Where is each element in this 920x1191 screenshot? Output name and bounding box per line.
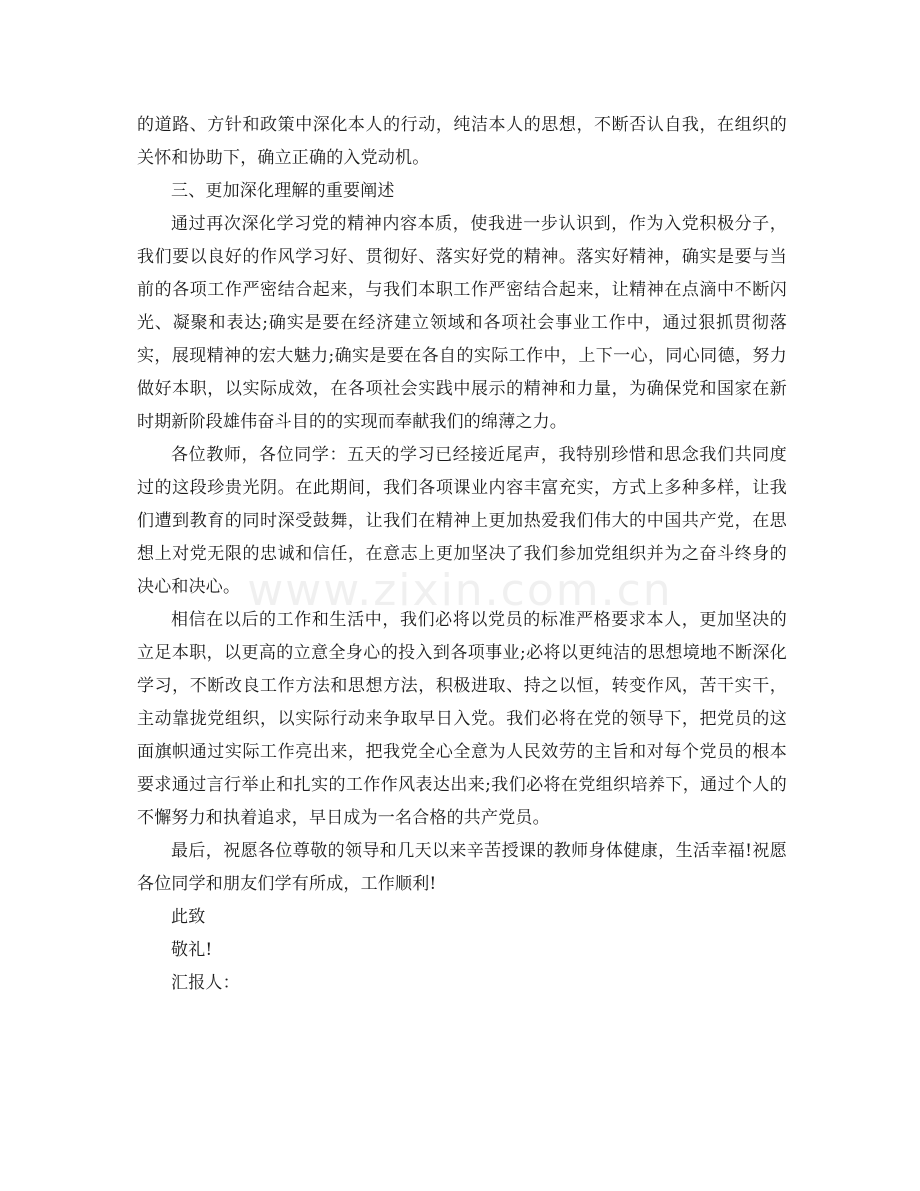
paragraph-continuation: 的道路、方针和政策中深化本人的行动，纯洁本人的思想，不断否认自我，在组织的关怀和协助下，确立正确的入党动机。 bbox=[137, 115, 787, 168]
paragraph-wishes: 最后，祝愿各位尊敬的领导和几天以来辛苦授课的教师身体健康，生活幸福!祝愿各位同学和朋友们学有所成，工作顺利! bbox=[137, 841, 787, 894]
section-heading: 三、更加深化理解的重要阐述 bbox=[171, 181, 395, 201]
document-body bbox=[137, 109, 787, 1000]
reporter-label: 汇报人： bbox=[171, 973, 240, 993]
paragraph-commitment: 相信在以后的工作和生活中，我们必将以党员的标准严格要求本人，更加坚决的立足本职，以更高的立意全身心的投入到各项事业;必将以更纯洁的思想境地不断深化学习，不断改良工作方法和思想方法，积极进取、持之以恒，转变作风，苦干实干，主动靠拢党组织，以实际行动来争取早日入党。我们必将在党的领导下，把党员的这面旗帜通过实际工作亮出来，把我党全心全意为人民效劳的主旨和对每个党员的根本要求通过言行举止和扎实的工作作风表达出来;我们必将在党组织培养下，通过个人的不懈努力和执着追求，早日成为一名合格的共产党员。 bbox=[137, 610, 787, 828]
watermark: www.zixin.com.cn bbox=[247, 565, 673, 616]
closing-regards: 敬礼! bbox=[171, 940, 213, 960]
paragraph-spirit: 通过再次深化学习党的精神内容本质，使我进一步认识到，作为入党积极分子，我们要以良好的作风学习好、贯彻好、落实好党的精神。落实好精神，确实是要与当前的各项工作严密结合起来，与我们本职工作严密结合起来，让精神在点滴中不断闪光、凝聚和表达;确实是要在经济建立领域和各项社会事业工作中，通过狠抓贯彻落实，展现精神的宏大魅力;确实是要在各自的实际工作中，上下一心，同心同德，努力做好本职，以实际成效，在各项社会实践中展示的精神和力量，为确保党和国家在新时期新阶段雄伟奋斗目的的实现而奉献我们的绵薄之力。 bbox=[137, 214, 787, 432]
closing-salutation: 此致 bbox=[171, 907, 206, 927]
paragraph-address: 各位教师，各位同学：五天的学习已经接近尾声，我特别珍惜和思念我们共同度过的这段珍贵光阴。在此期间，我们各项课业内容丰富充实，方式上多种多样，让我们遭到教育的同时深受鼓舞，让我们在精神上更加热爱我们伟大的中国共产党，在思想上对党无限的忠诚和信任，在意志上更加坚决了我们参加党组织并为之奋斗终身的决心和决心。 bbox=[137, 445, 787, 597]
